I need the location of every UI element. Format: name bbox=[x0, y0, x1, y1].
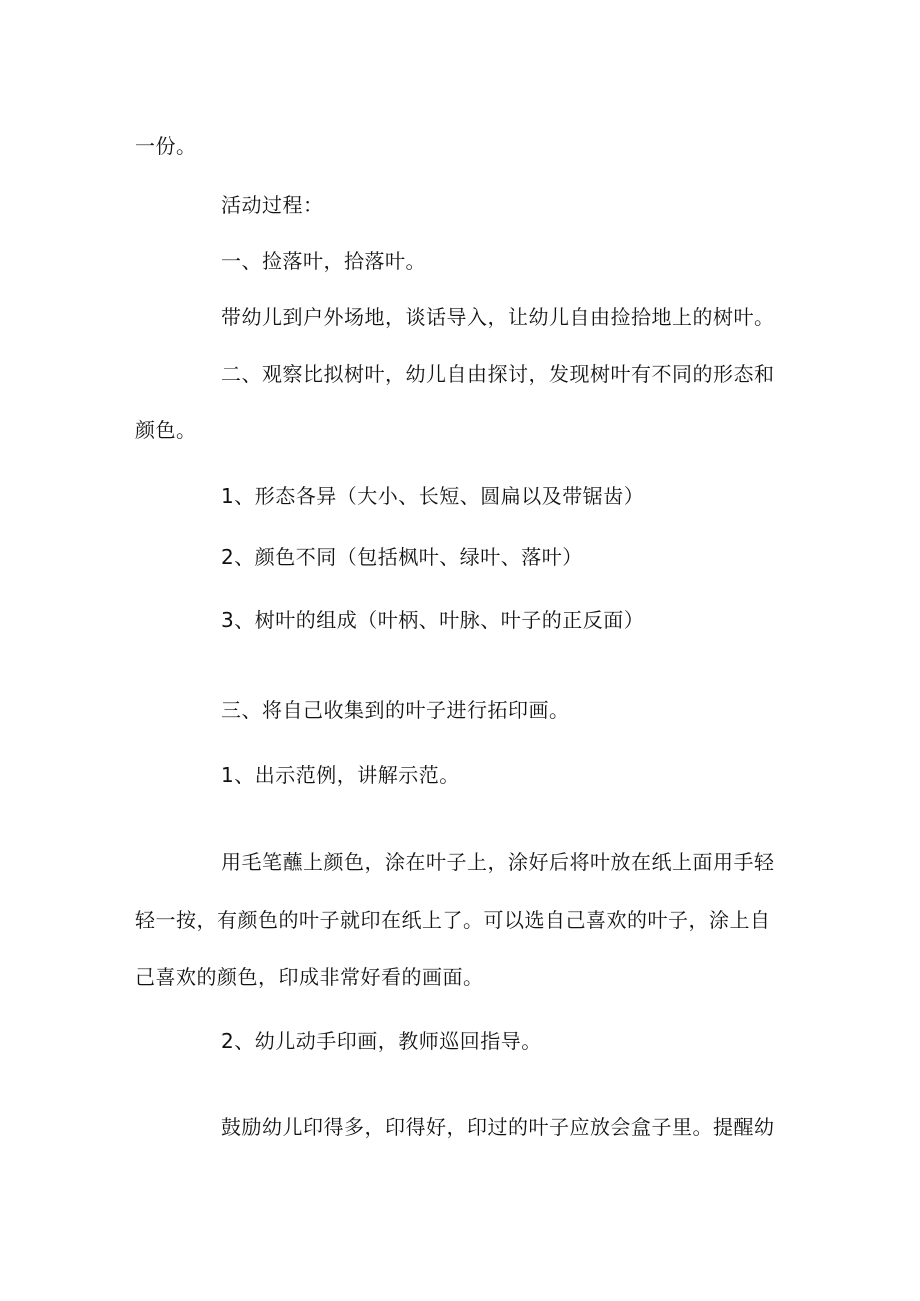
section-heading: 三、将自己收集到的叶子进行拓印画。 bbox=[221, 698, 570, 722]
list-item: 3、树叶的组成（叶柄、叶脉、叶子的正反面） bbox=[221, 608, 645, 632]
text-line: 一份。 bbox=[135, 134, 197, 158]
section-heading: 一、捡落叶，拾落叶。 bbox=[221, 249, 426, 273]
list-item: 1、形态各异（大小、长短、圆扁以及带锯齿） bbox=[221, 484, 645, 508]
text-line: 轻一按，有颜色的叶子就印在纸上了。可以选自己喜欢的叶子，涂上自 bbox=[135, 908, 771, 932]
section-heading: 二、观察比拟树叶，幼儿自由探讨，发现树叶有不同的形态和 bbox=[221, 362, 775, 386]
text-line: 己喜欢的颜色，印成非常好看的画面。 bbox=[135, 965, 484, 989]
text-line: 颜色。 bbox=[135, 418, 197, 442]
section-heading: 活动过程： bbox=[221, 193, 324, 217]
list-item: 1、出示范例，讲解示范。 bbox=[221, 763, 460, 787]
text-line: 用毛笔蘸上颜色，涂在叶子上，涂好后将叶放在纸上面用手轻 bbox=[221, 850, 775, 874]
list-item: 2、幼儿动手印画，教师巡回指导。 bbox=[221, 1029, 542, 1053]
list-item: 2、颜色不同（包括枫叶、绿叶、落叶） bbox=[221, 545, 583, 569]
text-line: 带幼儿到户外场地，谈话导入，让幼儿自由捡拾地上的树叶。 bbox=[221, 305, 775, 329]
text-line: 鼓励幼儿印得多，印得好，印过的叶子应放会盒子里。提醒幼 bbox=[221, 1115, 775, 1139]
